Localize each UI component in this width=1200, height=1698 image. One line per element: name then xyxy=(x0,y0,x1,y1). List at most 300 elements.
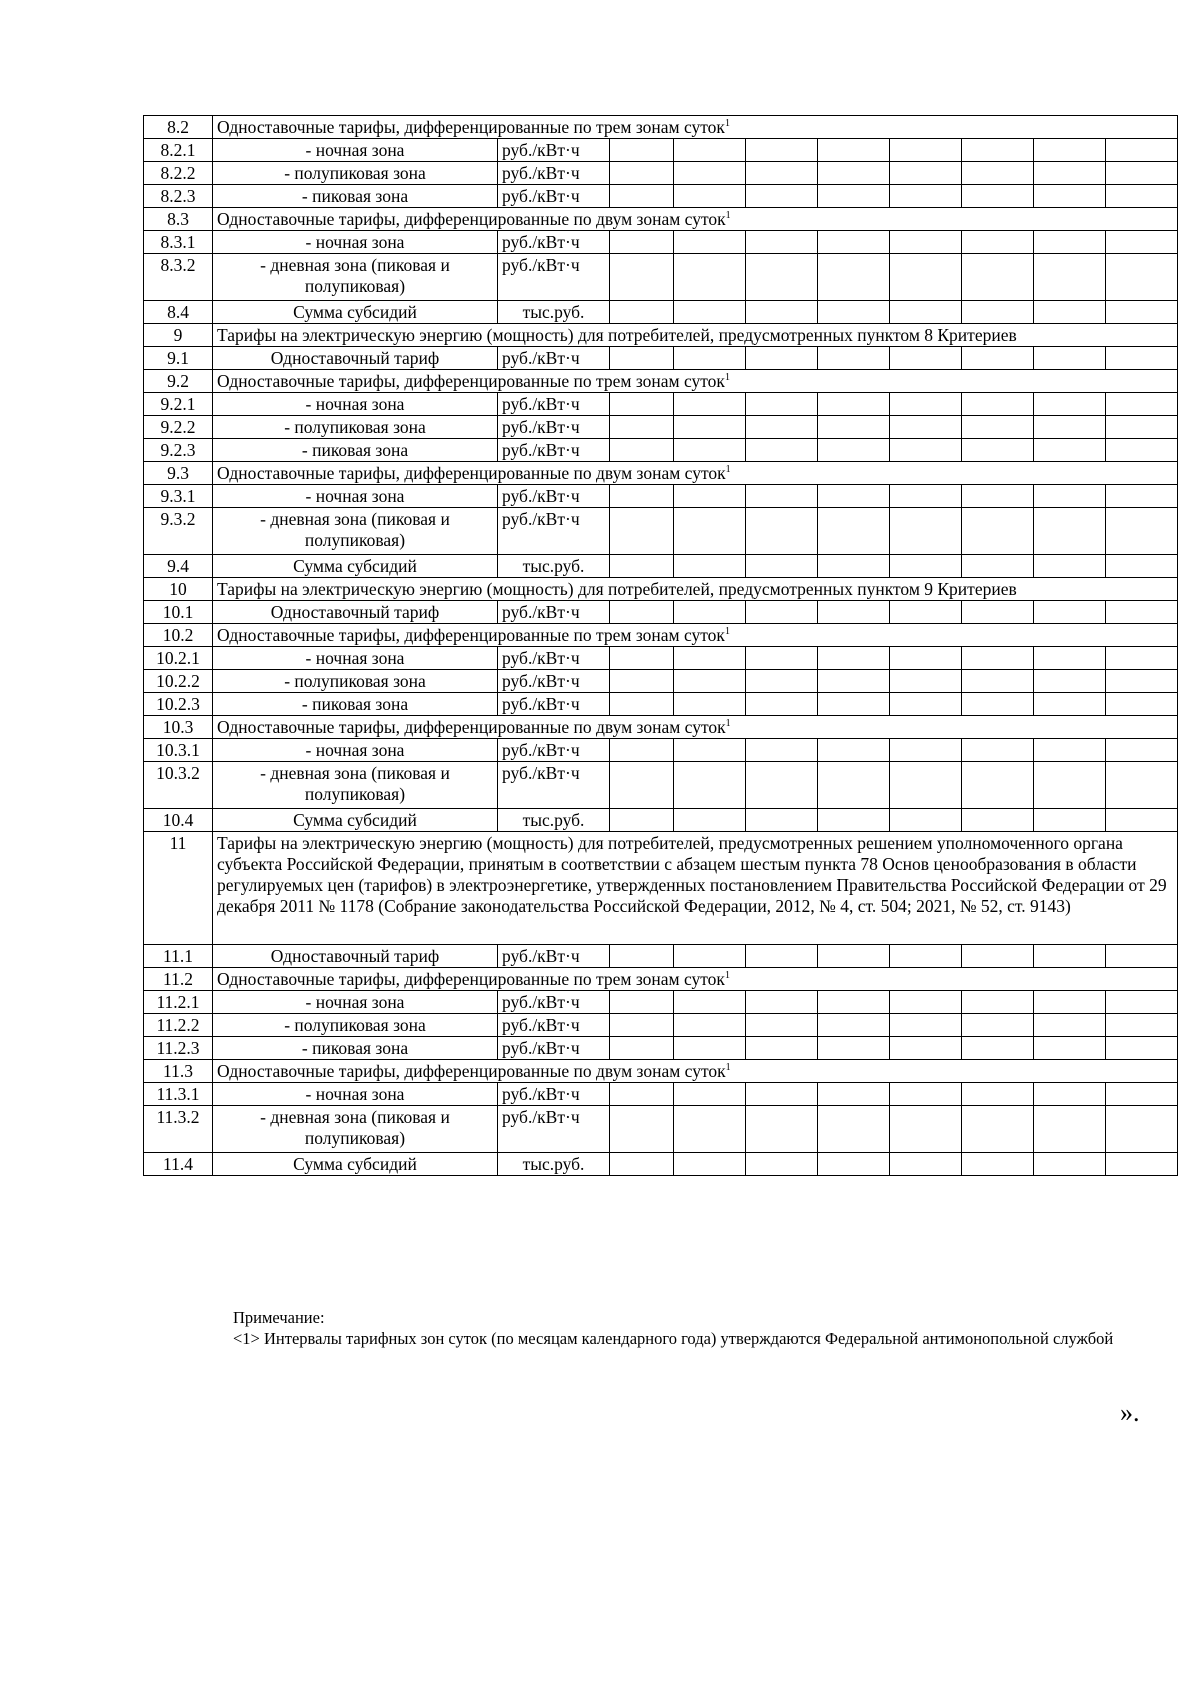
value-cell xyxy=(890,670,962,693)
value-cell xyxy=(674,254,746,301)
section-title-text: Тарифы на электрическую энергию (мощность) для потребителей, предусмотренных пунктом 8 Критериев xyxy=(217,325,1017,345)
row-number: 11.2 xyxy=(144,968,213,991)
row-number: 11.3 xyxy=(144,1060,213,1083)
indicator-name: - полупиковая зона xyxy=(213,670,498,693)
value-cell xyxy=(1106,439,1178,462)
value-cell xyxy=(962,601,1034,624)
value-cell xyxy=(674,231,746,254)
unit-cell: руб./кВт·ч xyxy=(498,439,610,462)
table-row xyxy=(144,254,1178,301)
indicator-name: - дневная зона (пиковая и полупиковая) xyxy=(213,762,498,809)
value-cell xyxy=(746,485,818,508)
value-cell xyxy=(962,555,1034,578)
value-cell xyxy=(746,739,818,762)
value-cell xyxy=(1106,809,1178,832)
table-section-row xyxy=(144,462,1178,485)
value-cell xyxy=(1034,254,1106,301)
value-cell xyxy=(818,693,890,716)
row-number: 11.1 xyxy=(144,945,213,968)
unit-cell: руб./кВт·ч xyxy=(498,347,610,370)
section-title-text: Тарифы на электрическую энергию (мощность) для потребителей, предусмотренных решением уполномоченного органа субъекта Российской Федерации, принятым в соответствии с абзацем шестым пункта 78 Основ ценообразования в области регулируемых цен (тарифов) в электроэнергетике, утвержденных постановлением Правительства Российской Федерации от 29 декабря 2011 № 1178 (Собрание законодательства Российской Федерации, 2012, № 4, ст. 504; 2021, № 52, ст. 9143) xyxy=(217,833,1167,916)
value-cell xyxy=(746,301,818,324)
value-cell xyxy=(890,439,962,462)
row-number: 9.3 xyxy=(144,462,213,485)
value-cell xyxy=(962,1083,1034,1106)
section-title xyxy=(213,1060,1178,1083)
value-cell xyxy=(1034,1014,1106,1037)
row-number: 9.2 xyxy=(144,370,213,393)
value-cell xyxy=(674,185,746,208)
row-number: 8.2.2 xyxy=(144,162,213,185)
section-title-text: Тарифы на электрическую энергию (мощность) для потребителей, предусмотренных пунктом 9 Критериев xyxy=(217,579,1017,599)
value-cell xyxy=(890,601,962,624)
value-cell xyxy=(962,809,1034,832)
section-title-text: Одноставочные тарифы, дифференцированные по двум зонам суток xyxy=(217,209,726,229)
table-section-row xyxy=(144,716,1178,739)
value-cell xyxy=(610,485,674,508)
row-number: 9.4 xyxy=(144,555,213,578)
value-cell xyxy=(1106,231,1178,254)
value-cell xyxy=(1034,347,1106,370)
value-cell xyxy=(674,670,746,693)
value-cell xyxy=(674,601,746,624)
value-cell xyxy=(746,991,818,1014)
value-cell xyxy=(674,762,746,809)
value-cell xyxy=(818,485,890,508)
row-number: 9 xyxy=(144,324,213,347)
value-cell xyxy=(962,693,1034,716)
value-cell xyxy=(610,555,674,578)
note xyxy=(143,1307,1155,1349)
table-row xyxy=(144,555,1178,578)
section-title xyxy=(213,968,1178,991)
value-cell xyxy=(890,301,962,324)
value-cell xyxy=(610,347,674,370)
value-cell xyxy=(674,347,746,370)
unit-cell: руб./кВт·ч xyxy=(498,162,610,185)
value-cell xyxy=(1034,231,1106,254)
value-cell xyxy=(610,762,674,809)
value-cell xyxy=(1106,647,1178,670)
row-number: 8.2.1 xyxy=(144,139,213,162)
section-title-text: Одноставочные тарифы, дифференцированные по трем зонам суток xyxy=(217,117,725,137)
value-cell xyxy=(962,647,1034,670)
value-cell xyxy=(890,393,962,416)
value-cell xyxy=(746,1014,818,1037)
table-section-row xyxy=(144,370,1178,393)
unit-cell: руб./кВт·ч xyxy=(498,185,610,208)
row-number: 9.2.2 xyxy=(144,416,213,439)
value-cell xyxy=(1034,485,1106,508)
value-cell xyxy=(1106,416,1178,439)
section-title xyxy=(213,624,1178,647)
unit-cell: руб./кВт·ч xyxy=(498,739,610,762)
section-title xyxy=(213,324,1178,347)
section-title xyxy=(213,462,1178,485)
unit-cell: руб./кВт·ч xyxy=(498,670,610,693)
tariff-table xyxy=(143,115,1178,1176)
section-title xyxy=(213,716,1178,739)
indicator-name: - полупиковая зона xyxy=(213,162,498,185)
indicator-name: - полупиковая зона xyxy=(213,1014,498,1037)
indicator-name: Одноставочный тариф xyxy=(213,347,498,370)
value-cell xyxy=(818,670,890,693)
value-cell xyxy=(818,1037,890,1060)
value-cell xyxy=(746,347,818,370)
value-cell xyxy=(1034,693,1106,716)
indicator-name: - пиковая зона xyxy=(213,439,498,462)
row-number: 10.3.1 xyxy=(144,739,213,762)
indicator-name: - дневная зона (пиковая и полупиковая) xyxy=(213,508,498,555)
value-cell xyxy=(962,393,1034,416)
indicator-name: - ночная зона xyxy=(213,231,498,254)
value-cell xyxy=(610,739,674,762)
unit-cell: руб./кВт·ч xyxy=(498,231,610,254)
value-cell xyxy=(746,416,818,439)
value-cell xyxy=(962,347,1034,370)
value-cell xyxy=(818,439,890,462)
value-cell xyxy=(890,762,962,809)
section-title xyxy=(213,116,1178,139)
value-cell xyxy=(610,439,674,462)
unit-cell: руб./кВт·ч xyxy=(498,945,610,968)
row-number: 9.3.2 xyxy=(144,508,213,555)
row-number: 8.3 xyxy=(144,208,213,231)
value-cell xyxy=(890,254,962,301)
value-cell xyxy=(746,809,818,832)
value-cell xyxy=(818,1014,890,1037)
table-row xyxy=(144,739,1178,762)
value-cell xyxy=(890,1037,962,1060)
note-text: <1> Интервалы тарифных зон суток (по месяцам календарного года) утверждаются Федеральной антимонопольной службой xyxy=(233,1329,1114,1348)
table-row xyxy=(144,347,1178,370)
value-cell xyxy=(1106,485,1178,508)
unit-cell: руб./кВт·ч xyxy=(498,393,610,416)
table-row xyxy=(144,991,1178,1014)
table-section-row xyxy=(144,324,1178,347)
indicator-name: - пиковая зона xyxy=(213,693,498,716)
value-cell xyxy=(1106,991,1178,1014)
note-title: Примечание: xyxy=(233,1308,325,1327)
value-cell xyxy=(674,162,746,185)
footnote-marker: 1 xyxy=(724,372,730,384)
unit-cell: руб./кВт·ч xyxy=(498,508,610,555)
value-cell xyxy=(1106,185,1178,208)
value-cell xyxy=(1034,945,1106,968)
unit-cell: руб./кВт·ч xyxy=(498,139,610,162)
value-cell xyxy=(610,647,674,670)
value-cell xyxy=(746,139,818,162)
value-cell xyxy=(610,301,674,324)
value-cell xyxy=(674,416,746,439)
value-cell xyxy=(962,254,1034,301)
value-cell xyxy=(746,693,818,716)
value-cell xyxy=(1034,601,1106,624)
value-cell xyxy=(890,162,962,185)
value-cell xyxy=(674,485,746,508)
row-number: 8.4 xyxy=(144,301,213,324)
value-cell xyxy=(1106,393,1178,416)
value-cell xyxy=(818,555,890,578)
unit-cell: тыс.руб. xyxy=(498,809,610,832)
footnote-marker: 1 xyxy=(725,464,731,476)
indicator-name: Одноставочный тариф xyxy=(213,601,498,624)
unit-cell: руб./кВт·ч xyxy=(498,1106,610,1153)
section-title-text: Одноставочные тарифы, дифференцированные по трем зонам суток xyxy=(217,625,725,645)
value-cell xyxy=(890,1153,962,1176)
value-cell xyxy=(746,1153,818,1176)
indicator-name: - ночная зона xyxy=(213,739,498,762)
table-row xyxy=(144,393,1178,416)
value-cell xyxy=(962,231,1034,254)
value-cell xyxy=(890,508,962,555)
unit-cell: руб./кВт·ч xyxy=(498,647,610,670)
footnote-marker: 1 xyxy=(724,970,730,982)
value-cell xyxy=(610,508,674,555)
indicator-name: - ночная зона xyxy=(213,139,498,162)
value-cell xyxy=(610,601,674,624)
table-row xyxy=(144,1153,1178,1176)
row-number: 9.1 xyxy=(144,347,213,370)
value-cell xyxy=(962,1037,1034,1060)
value-cell xyxy=(1106,301,1178,324)
value-cell xyxy=(818,762,890,809)
value-cell xyxy=(1106,670,1178,693)
indicator-name: - пиковая зона xyxy=(213,185,498,208)
value-cell xyxy=(890,185,962,208)
value-cell xyxy=(674,647,746,670)
value-cell xyxy=(962,739,1034,762)
unit-cell: руб./кВт·ч xyxy=(498,693,610,716)
value-cell xyxy=(674,991,746,1014)
value-cell xyxy=(746,1083,818,1106)
table-row xyxy=(144,1106,1178,1153)
value-cell xyxy=(1106,945,1178,968)
unit-cell: тыс.руб. xyxy=(498,1153,610,1176)
value-cell xyxy=(610,1083,674,1106)
table-row xyxy=(144,416,1178,439)
value-cell xyxy=(746,393,818,416)
indicator-name: - дневная зона (пиковая и полупиковая) xyxy=(213,1106,498,1153)
value-cell xyxy=(610,693,674,716)
unit-cell: руб./кВт·ч xyxy=(498,254,610,301)
value-cell xyxy=(610,185,674,208)
table-row xyxy=(144,301,1178,324)
value-cell xyxy=(1034,670,1106,693)
value-cell xyxy=(1034,991,1106,1014)
footnote-marker: 1 xyxy=(725,1062,731,1074)
unit-cell: руб./кВт·ч xyxy=(498,416,610,439)
tariff-table-body xyxy=(144,116,1178,1176)
row-number: 8.2.3 xyxy=(144,185,213,208)
row-number: 10.2 xyxy=(144,624,213,647)
value-cell xyxy=(610,1106,674,1153)
unit-cell: тыс.руб. xyxy=(498,555,610,578)
value-cell xyxy=(746,945,818,968)
value-cell xyxy=(818,945,890,968)
unit-cell: тыс.руб. xyxy=(498,301,610,324)
table-section-row xyxy=(144,578,1178,601)
value-cell xyxy=(1106,762,1178,809)
indicator-name: - пиковая зона xyxy=(213,1037,498,1060)
value-cell xyxy=(674,1106,746,1153)
value-cell xyxy=(610,991,674,1014)
value-cell xyxy=(1106,347,1178,370)
value-cell xyxy=(818,508,890,555)
unit-cell: руб./кВт·ч xyxy=(498,485,610,508)
table-row xyxy=(144,762,1178,809)
value-cell xyxy=(1034,139,1106,162)
indicator-name: Сумма субсидий xyxy=(213,301,498,324)
value-cell xyxy=(962,439,1034,462)
value-cell xyxy=(962,945,1034,968)
value-cell xyxy=(890,347,962,370)
value-cell xyxy=(962,1106,1034,1153)
value-cell xyxy=(818,301,890,324)
row-number: 10.3.2 xyxy=(144,762,213,809)
row-number: 10.2.2 xyxy=(144,670,213,693)
row-number: 8.3.2 xyxy=(144,254,213,301)
section-title-text: Одноставочные тарифы, дифференцированные по трем зонам суток xyxy=(217,371,725,391)
value-cell xyxy=(610,416,674,439)
unit-cell: руб./кВт·ч xyxy=(498,1083,610,1106)
value-cell xyxy=(818,416,890,439)
value-cell xyxy=(818,231,890,254)
value-cell xyxy=(610,393,674,416)
indicator-name: - ночная зона xyxy=(213,647,498,670)
value-cell xyxy=(674,1153,746,1176)
value-cell xyxy=(1106,693,1178,716)
value-cell xyxy=(818,739,890,762)
value-cell xyxy=(610,139,674,162)
footnote-marker: 1 xyxy=(725,210,731,222)
value-cell xyxy=(1106,1153,1178,1176)
value-cell xyxy=(746,647,818,670)
section-title-text: Одноставочные тарифы, дифференцированные по двум зонам суток xyxy=(217,1061,726,1081)
section-title-text: Одноставочные тарифы, дифференцированные по двум зонам суток xyxy=(217,463,726,483)
section-title xyxy=(213,208,1178,231)
value-cell xyxy=(1106,1014,1178,1037)
value-cell xyxy=(674,693,746,716)
row-number: 11.3.2 xyxy=(144,1106,213,1153)
value-cell xyxy=(818,809,890,832)
row-number: 11.3.1 xyxy=(144,1083,213,1106)
row-number: 9.3.1 xyxy=(144,485,213,508)
value-cell xyxy=(1034,809,1106,832)
table-section-row xyxy=(144,832,1178,945)
value-cell xyxy=(890,231,962,254)
table-row xyxy=(144,231,1178,254)
row-number: 10.1 xyxy=(144,601,213,624)
value-cell xyxy=(890,647,962,670)
value-cell xyxy=(818,347,890,370)
value-cell xyxy=(962,1014,1034,1037)
value-cell xyxy=(1106,739,1178,762)
table-row xyxy=(144,185,1178,208)
value-cell xyxy=(818,1106,890,1153)
section-title-text: Одноставочные тарифы, дифференцированные по двум зонам суток xyxy=(217,717,726,737)
row-number: 8.2 xyxy=(144,116,213,139)
indicator-name: Одноставочный тариф xyxy=(213,945,498,968)
table-row xyxy=(144,485,1178,508)
section-title xyxy=(213,832,1178,945)
indicator-name: - ночная зона xyxy=(213,485,498,508)
row-number: 11.2.1 xyxy=(144,991,213,1014)
row-number: 9.2.1 xyxy=(144,393,213,416)
value-cell xyxy=(890,139,962,162)
value-cell xyxy=(746,439,818,462)
value-cell xyxy=(962,762,1034,809)
value-cell xyxy=(1034,416,1106,439)
section-title xyxy=(213,578,1178,601)
section-title-text: Одноставочные тарифы, дифференцированные по трем зонам суток xyxy=(217,969,725,989)
row-number: 10.2.3 xyxy=(144,693,213,716)
row-number: 10.4 xyxy=(144,809,213,832)
value-cell xyxy=(890,416,962,439)
indicator-name: - ночная зона xyxy=(213,1083,498,1106)
value-cell xyxy=(746,254,818,301)
value-cell xyxy=(1034,508,1106,555)
table-row xyxy=(144,809,1178,832)
value-cell xyxy=(1034,647,1106,670)
value-cell xyxy=(890,1106,962,1153)
value-cell xyxy=(1106,139,1178,162)
value-cell xyxy=(746,762,818,809)
table-row xyxy=(144,647,1178,670)
value-cell xyxy=(674,139,746,162)
value-cell xyxy=(610,162,674,185)
value-cell xyxy=(1034,1153,1106,1176)
value-cell xyxy=(610,809,674,832)
value-cell xyxy=(746,162,818,185)
unit-cell: руб./кВт·ч xyxy=(498,762,610,809)
value-cell xyxy=(1106,555,1178,578)
indicator-name: Сумма субсидий xyxy=(213,809,498,832)
value-cell xyxy=(890,485,962,508)
value-cell xyxy=(1106,254,1178,301)
table-row xyxy=(144,508,1178,555)
value-cell xyxy=(674,393,746,416)
footnote-marker: 1 xyxy=(725,718,731,730)
indicator-name: - ночная зона xyxy=(213,393,498,416)
value-cell xyxy=(1034,301,1106,324)
value-cell xyxy=(818,1083,890,1106)
value-cell xyxy=(962,1153,1034,1176)
value-cell xyxy=(1106,1106,1178,1153)
value-cell xyxy=(818,185,890,208)
indicator-name: Сумма субсидий xyxy=(213,555,498,578)
value-cell xyxy=(610,1037,674,1060)
unit-cell: руб./кВт·ч xyxy=(498,1014,610,1037)
value-cell xyxy=(962,185,1034,208)
row-number: 8.3.1 xyxy=(144,231,213,254)
value-cell xyxy=(1034,185,1106,208)
row-number: 10.2.1 xyxy=(144,647,213,670)
table-section-row xyxy=(144,624,1178,647)
row-number: 10.3 xyxy=(144,716,213,739)
value-cell xyxy=(1034,1106,1106,1153)
value-cell xyxy=(674,555,746,578)
indicator-name: Сумма субсидий xyxy=(213,1153,498,1176)
value-cell xyxy=(674,739,746,762)
value-cell xyxy=(890,945,962,968)
value-cell xyxy=(890,1014,962,1037)
value-cell xyxy=(818,254,890,301)
value-cell xyxy=(610,670,674,693)
value-cell xyxy=(746,185,818,208)
value-cell xyxy=(818,1153,890,1176)
table-section-row xyxy=(144,1060,1178,1083)
